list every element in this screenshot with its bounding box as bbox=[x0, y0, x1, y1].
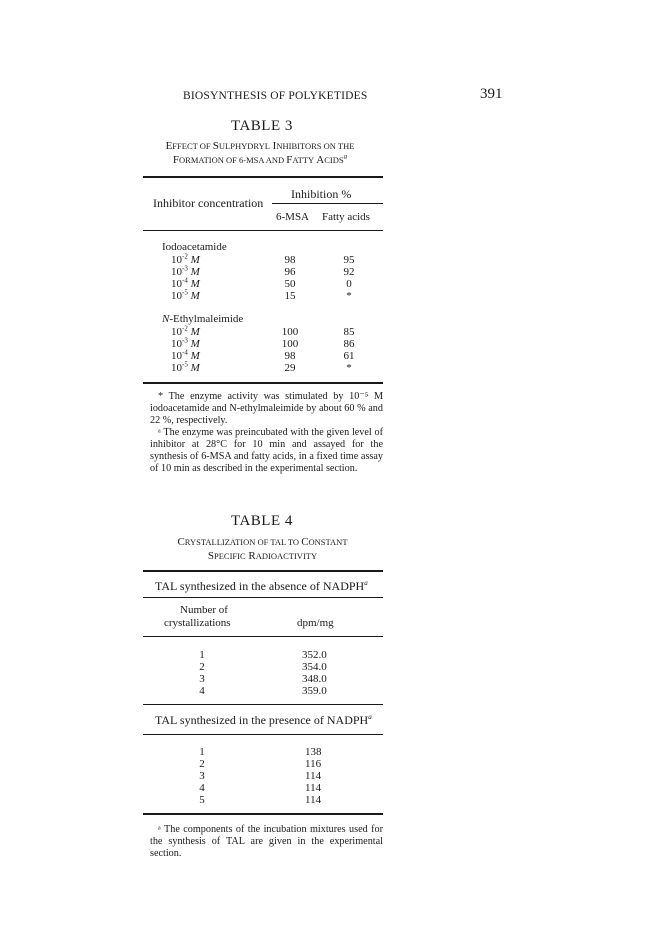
table4-row-number: 1 bbox=[199, 746, 205, 758]
table4-row-value: 354.0 bbox=[302, 661, 327, 673]
table4-row-number: 2 bbox=[199, 758, 205, 770]
table3-header-rule bbox=[143, 230, 383, 231]
table3-footnote-star: * The enzyme activity was stimulated by 10⁻⁵ M iodoacetamide and N-ethylmaleimide by about 60 % and 22 %, respectively. bbox=[150, 391, 383, 426]
table3-conc: $10^{-3}$ M bbox=[171, 264, 200, 278]
table3-bottom-rule bbox=[143, 382, 383, 384]
table3-conc: $10^{-2}$ M bbox=[171, 324, 200, 338]
table3-value-fatty: 61 bbox=[343, 350, 355, 362]
table3-col-6msa: 6-MSA bbox=[276, 211, 310, 223]
table4-row-value: 114 bbox=[305, 770, 322, 782]
table3-top-rule bbox=[143, 176, 383, 178]
table3-value-6msa: 50 bbox=[284, 278, 296, 290]
table4-footnote-a: ᵃ The components of the incubation mixtures used for the synthesis of TAL are given in the experimental section. bbox=[150, 824, 383, 859]
table3-value-6msa: 100 bbox=[281, 326, 299, 338]
table3-value-6msa: 98 bbox=[284, 350, 296, 362]
table3-caption-line2: FORMATION OF 6-MSA AND FATTY ACIDS$^a$ bbox=[172, 152, 348, 166]
table3-conc: $10^{-4}$ M bbox=[171, 276, 200, 290]
table3-conc: $10^{-4}$ M bbox=[171, 348, 200, 362]
table3-value-fatty: * bbox=[346, 290, 352, 302]
table4-row-number: 3 bbox=[199, 673, 205, 685]
table3-title: TABLE 3 bbox=[231, 118, 293, 134]
table4-top-rule bbox=[143, 570, 383, 572]
table3-value-fatty: 95 bbox=[343, 254, 355, 266]
table3-value-6msa: 15 bbox=[284, 290, 296, 302]
table4-col-number-line2: crystallizations bbox=[164, 617, 231, 629]
table4-row-number: 3 bbox=[199, 770, 205, 782]
table3-value-fatty: 92 bbox=[343, 266, 355, 278]
table4-row-number: 5 bbox=[199, 794, 205, 806]
table4-caption-line1: CRYSTALLIZATION OF TAL TO CONSTANT bbox=[177, 536, 348, 548]
running-title: BIOSYNTHESIS OF POLYKETIDES bbox=[183, 90, 368, 102]
table3-group-iodoacetamide: Iodoacetamide bbox=[162, 241, 227, 253]
table3-value-6msa: 98 bbox=[284, 254, 296, 266]
table4-section2-top-rule bbox=[143, 704, 383, 705]
table3-group-rule bbox=[272, 203, 383, 204]
table4-row-number: 4 bbox=[199, 685, 205, 697]
table4-caption-line2: SPECIFIC RADIOACTIVITY bbox=[207, 550, 318, 562]
table4-header-rule bbox=[143, 636, 383, 637]
table4-bottom-rule bbox=[143, 813, 383, 815]
table3-col-fatty: Fatty acids bbox=[322, 211, 370, 223]
table4-row-number: 1 bbox=[199, 649, 205, 661]
table4-title: TABLE 4 bbox=[231, 513, 293, 529]
table4-section1-rule bbox=[143, 597, 383, 598]
table3-stub-header: Inhibitor concentration bbox=[153, 196, 264, 210]
table3-value-fatty: 85 bbox=[343, 326, 355, 338]
table4-row-value: 114 bbox=[305, 794, 322, 806]
table3-value-fatty: 86 bbox=[343, 338, 355, 350]
table3-value-fatty: 0 bbox=[346, 278, 352, 290]
table3-value-6msa: 96 bbox=[284, 266, 296, 278]
page-number: 391 bbox=[480, 86, 503, 102]
table4-section1-title: TAL synthesized in the absence of NADPH$^a$ bbox=[155, 579, 368, 593]
table3-value-6msa: 29 bbox=[284, 362, 296, 374]
table4-row-value: 348.0 bbox=[302, 673, 327, 685]
table3-group-ethylmaleimide: N-Ethylmaleimide bbox=[162, 313, 244, 325]
table3-value-6msa: 100 bbox=[281, 338, 299, 350]
table4-row-value: 114 bbox=[305, 782, 322, 794]
table4-row-value: 138 bbox=[305, 746, 322, 758]
table3-conc: $10^{-3}$ M bbox=[171, 336, 200, 350]
table3-conc: $10^{-2}$ M bbox=[171, 252, 200, 266]
table4-row-number: 4 bbox=[199, 782, 205, 794]
table4-section2-rule bbox=[143, 734, 383, 735]
table3-footnote-a: ᵃ The enzyme was preincubated with the given level of inhibitor at 28°C for 10 min and assayed for the synthesis of 6-MSA and fatty acids, in a fixed time assay of 10 min as described in the experimental section. bbox=[150, 427, 383, 474]
table4-row-value: 359.0 bbox=[302, 685, 327, 697]
table3-conc: $10^{-5}$ M bbox=[171, 360, 200, 374]
table4-row-value: 116 bbox=[305, 758, 322, 770]
table4-col-dpm: dpm/mg bbox=[297, 617, 334, 629]
table3-col-group: Inhibition % bbox=[291, 187, 352, 201]
table4-row-value: 352.0 bbox=[302, 649, 327, 661]
table4-row-number: 2 bbox=[199, 661, 205, 673]
table3-value-fatty: * bbox=[346, 362, 352, 374]
table3-caption-line1: EFFECT OF SULPHYDRYL INHIBITORS ON THE bbox=[165, 140, 355, 152]
table4-section2-title: TAL synthesized in the presence of NADPH$^a$ bbox=[155, 713, 372, 727]
table4-col-number-line1: Number of bbox=[180, 604, 228, 616]
table3-conc: $10^{-5}$ M bbox=[171, 288, 200, 302]
